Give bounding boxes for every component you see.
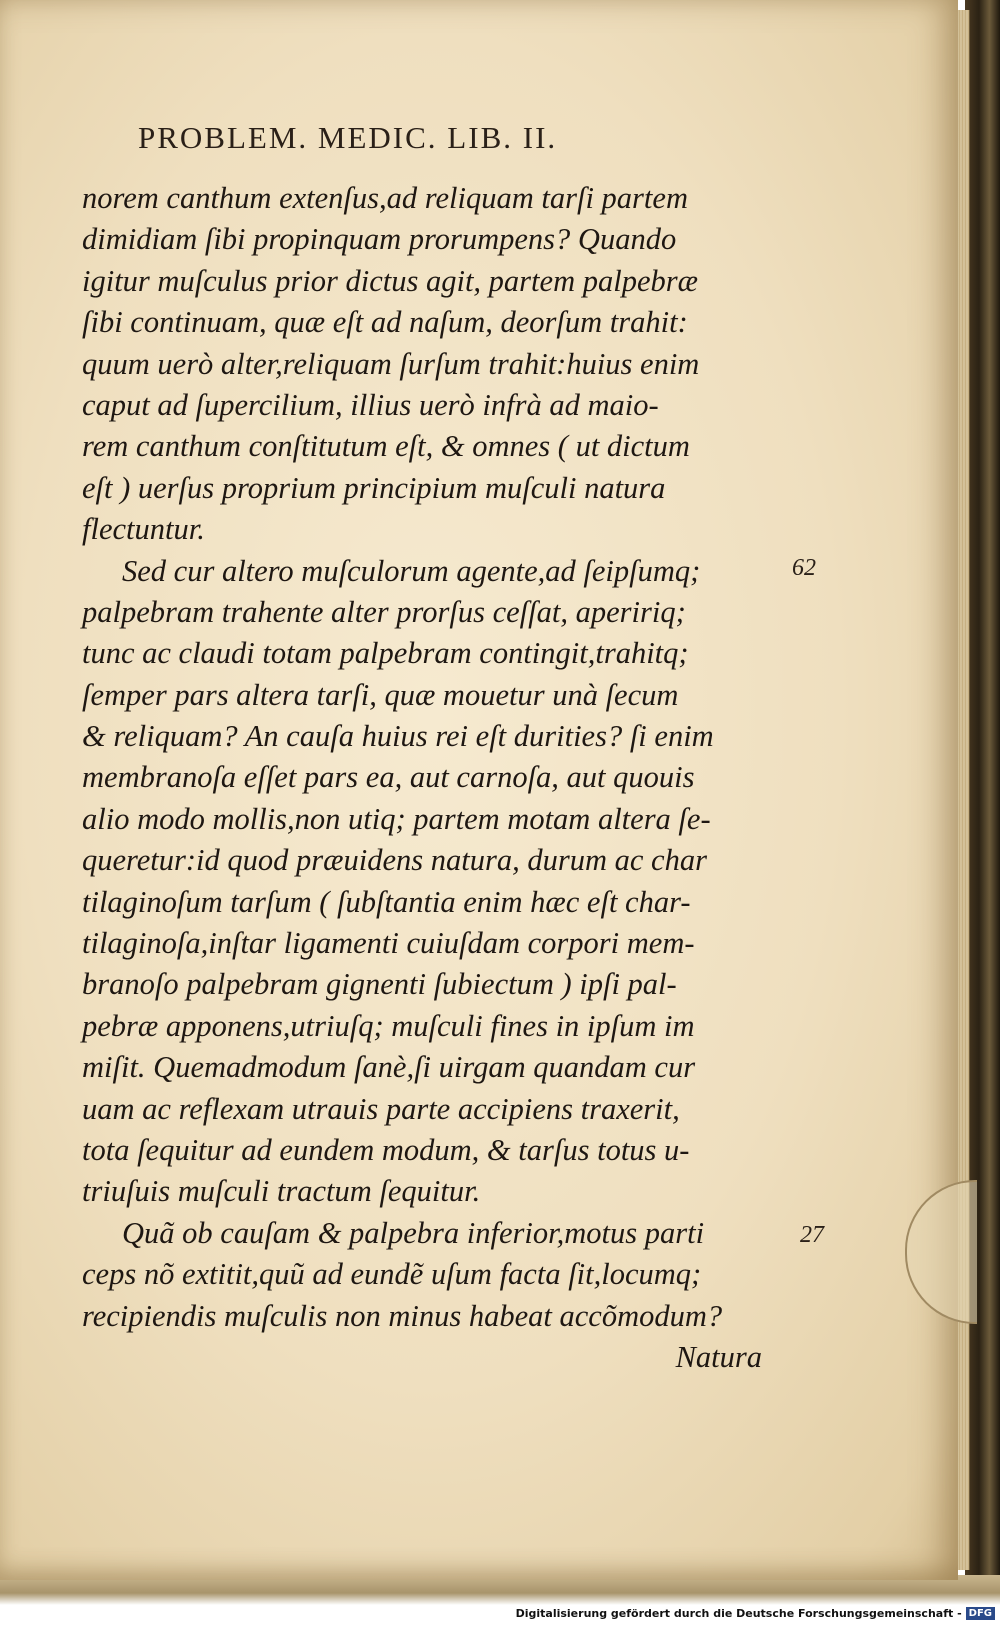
text-line: ceps nõ extitit,quũ ad eundẽ uſum facta ſit,locumq; [82,1257,702,1292]
text-line: membranoſa eſſet pars ea, aut carnoſa, aut quouis [82,760,695,795]
text-line: flectuntur. [82,512,205,547]
text-line: uam ac reflexam utrauis parte accipiens traxerit, [82,1091,680,1126]
text-line: branoſo palpebram gignenti ſubiectum ) ipſi pal- [82,967,677,1002]
text-line: tilaginoſum tarſum ( ſubſtantia enim hæc eſt char- [82,884,691,919]
margin-note: 62 [792,555,816,581]
catchword: Natura [675,1339,762,1374]
text-line: recipiendis muſculis non minus habeat accõmodum? [82,1298,723,1333]
book-clasp [905,1180,977,1324]
text-line: tilaginoſa,inſtar ligamenti cuiuſdam corpori mem- [82,926,695,961]
text-line: ſemper pars altera tarſi, quæ mouetur unà ſecum [82,677,679,712]
text-line: caput ad ſupercilium, illius uerò infrà ad maio- [82,387,659,422]
running-header: PROBLEM. MEDIC. LIB. II. [138,120,558,155]
text-line: dimidiam ſibi propinquam prorumpens? Quando [82,222,677,257]
book-spine-edge [965,0,1000,1590]
text-line: eſt ) uerſus proprium principium muſculi natura [82,470,666,505]
text-line: tota ſequitur ad eundem modum, & tarſus totus u- [82,1132,690,1167]
text-line: norem canthum extenſus,ad reliquam tarſi partem [82,181,688,215]
text-line: tunc ac claudi totam palpebram contingit,trahitq; [82,636,689,671]
text-line: triuſuis muſculi tractum ſequitur. [82,1174,481,1209]
text-line: igitur muſculus prior dictus agit, partem palpebræ [82,263,698,298]
text-line: pebræ apponens,utriuſq; muſculi fines in ipſum im [82,1008,695,1043]
text-line: Sed cur altero muſculorum agente,ad ſeipſumq; [122,553,701,588]
text-line: quum uerò alter,reliquam ſurſum trahit:huius enim [82,346,700,381]
digitization-footer [515,1604,995,1622]
text-line: ſibi continuam, quæ eſt ad naſum, deorſum trahit: [82,305,688,340]
footer-text: Digitalisierung gefördert durch die Deutsche Forschungsgemeinschaft - [515,1606,962,1620]
margin-note: 27 [800,1222,824,1248]
text-line: & reliquam? An cauſa huius rei eſt durities? ſi enim [82,719,714,754]
text-line: alio modo mollis,non utiq; partem motam altera ſe- [82,801,711,836]
text-line: queretur:id quod præuidens natura, durum ac char [82,843,707,878]
dfg-logo: DFG [966,1607,995,1620]
text-line: palpebram trahente alter prorſus ceſſat, apeririq; [82,594,686,629]
text-line: miſit. Quemadmodum ſanè,ſi uirgam quandam cur [82,1050,696,1085]
text-line: Quã ob cauſam & palpebra inferior,motus parti [122,1215,705,1250]
text-line: rem canthum conſtitutum eſt, & omnes ( ut dictum [82,429,690,464]
body-text [82,178,762,1378]
